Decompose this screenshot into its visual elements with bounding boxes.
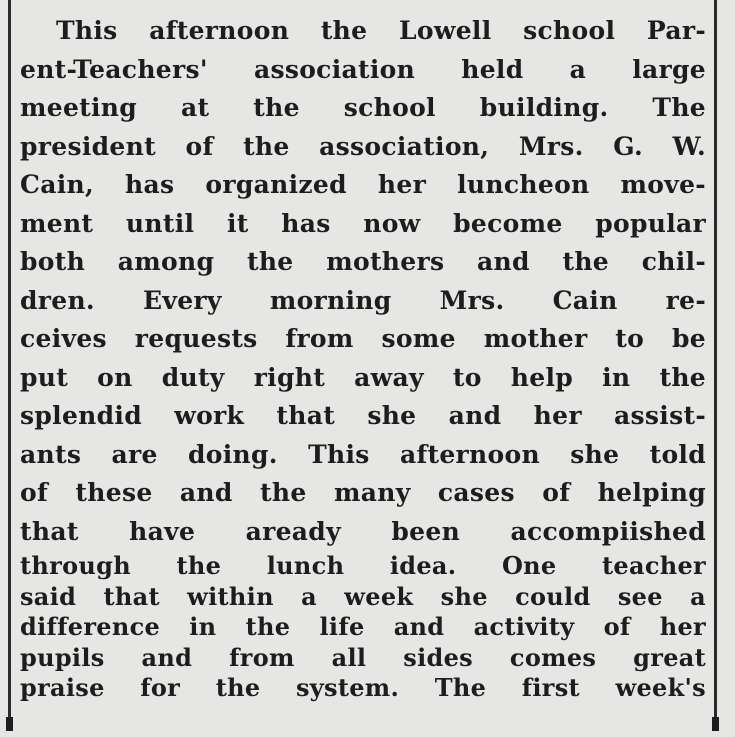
text-line: of these and the many cases of helping xyxy=(20,478,706,507)
text-line: through the lunch idea. One teacher xyxy=(20,551,706,580)
text-line: dren. Every morning Mrs. Cain re- xyxy=(20,285,706,315)
text-line: Cain, has organized her luncheon move- xyxy=(20,170,706,199)
text-line: ants are doing. This afternoon she told xyxy=(20,439,706,469)
text-line: both among the mothers and the chil- xyxy=(20,247,706,276)
text-line: ent-Teachers' association held a large xyxy=(20,54,706,84)
text-line: put on duty right away to help in the xyxy=(20,362,706,392)
text-line: difference in the life and activity of her xyxy=(20,612,706,641)
text-line: praise for the system. The first week's xyxy=(20,673,706,702)
text-line: This afternoon the Lowell school Par- xyxy=(56,16,706,45)
text-line: splendid work that she and her assist- xyxy=(20,401,706,430)
text-line: meeting at the school building. The xyxy=(20,93,706,122)
article-text xyxy=(20,12,706,704)
right-column-rule xyxy=(714,0,717,719)
text-line: said that within a week she could see a xyxy=(20,581,706,611)
left-column-rule xyxy=(8,0,11,719)
text-line: ceives requests from some mother to be xyxy=(20,324,706,353)
text-line: president of the association, Mrs. G. W. xyxy=(20,131,706,161)
text-line: pupils and from all sides comes great xyxy=(20,642,706,672)
text-line: that have aready been accompiished xyxy=(20,516,706,546)
text-line: ment until it has now become popular xyxy=(20,208,706,238)
